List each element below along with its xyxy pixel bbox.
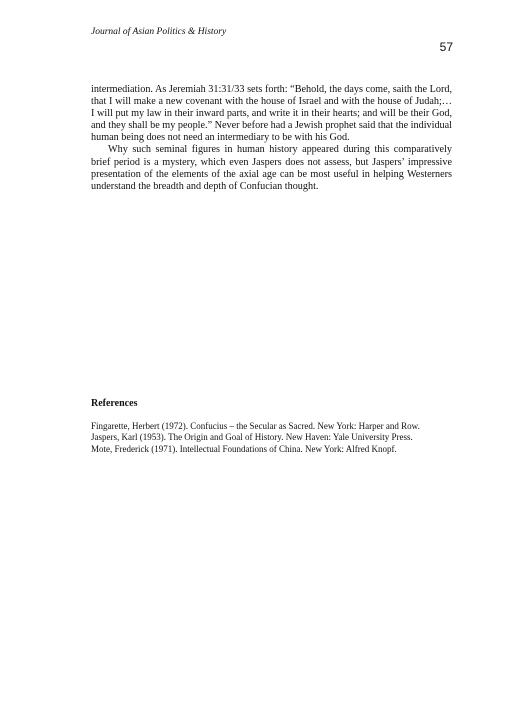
body-text: [91, 84, 452, 193]
body-paragraph: Why such seminal figures in human history appeared during this comparatively brief period is a mystery, which even Jaspers does not assess, but Jaspers’ impressive presentation of the elements of the axial age can be most useful in helping Westerners understand the breadth and depth of Confucian thought.: [91, 144, 452, 192]
reference-item: Fingarette, Herbert (1972). Confucius – the Secular as Sacred. New York: Harper and Row.: [91, 421, 420, 431]
reference-item: Mote, Frederick (1971). Intellectual Foundations of China. New York: Alfred Knopf.: [91, 443, 397, 454]
references-heading: References: [91, 398, 138, 409]
page-number: 57: [439, 40, 453, 54]
reference-item: Jaspers, Karl (1953). The Origin and Goal of History. New Haven: Yale University Press.: [91, 432, 413, 443]
body-paragraph: intermediation. As Jeremiah 31:31/33 sets forth: “Behold, the days come, saith the Lord, that I will make a new covenant with the house of Israel and with the house of Judah;…I will put my law in their inward parts, and write it in their hearts; and will be their God, and they shall be my people.” Never before had a Jewish prophet said that the individual human being does not need an intermediary to be with his God.: [91, 84, 452, 144]
references-list: [91, 421, 461, 455]
running-head: Journal of Asian Politics & History: [91, 27, 227, 37]
